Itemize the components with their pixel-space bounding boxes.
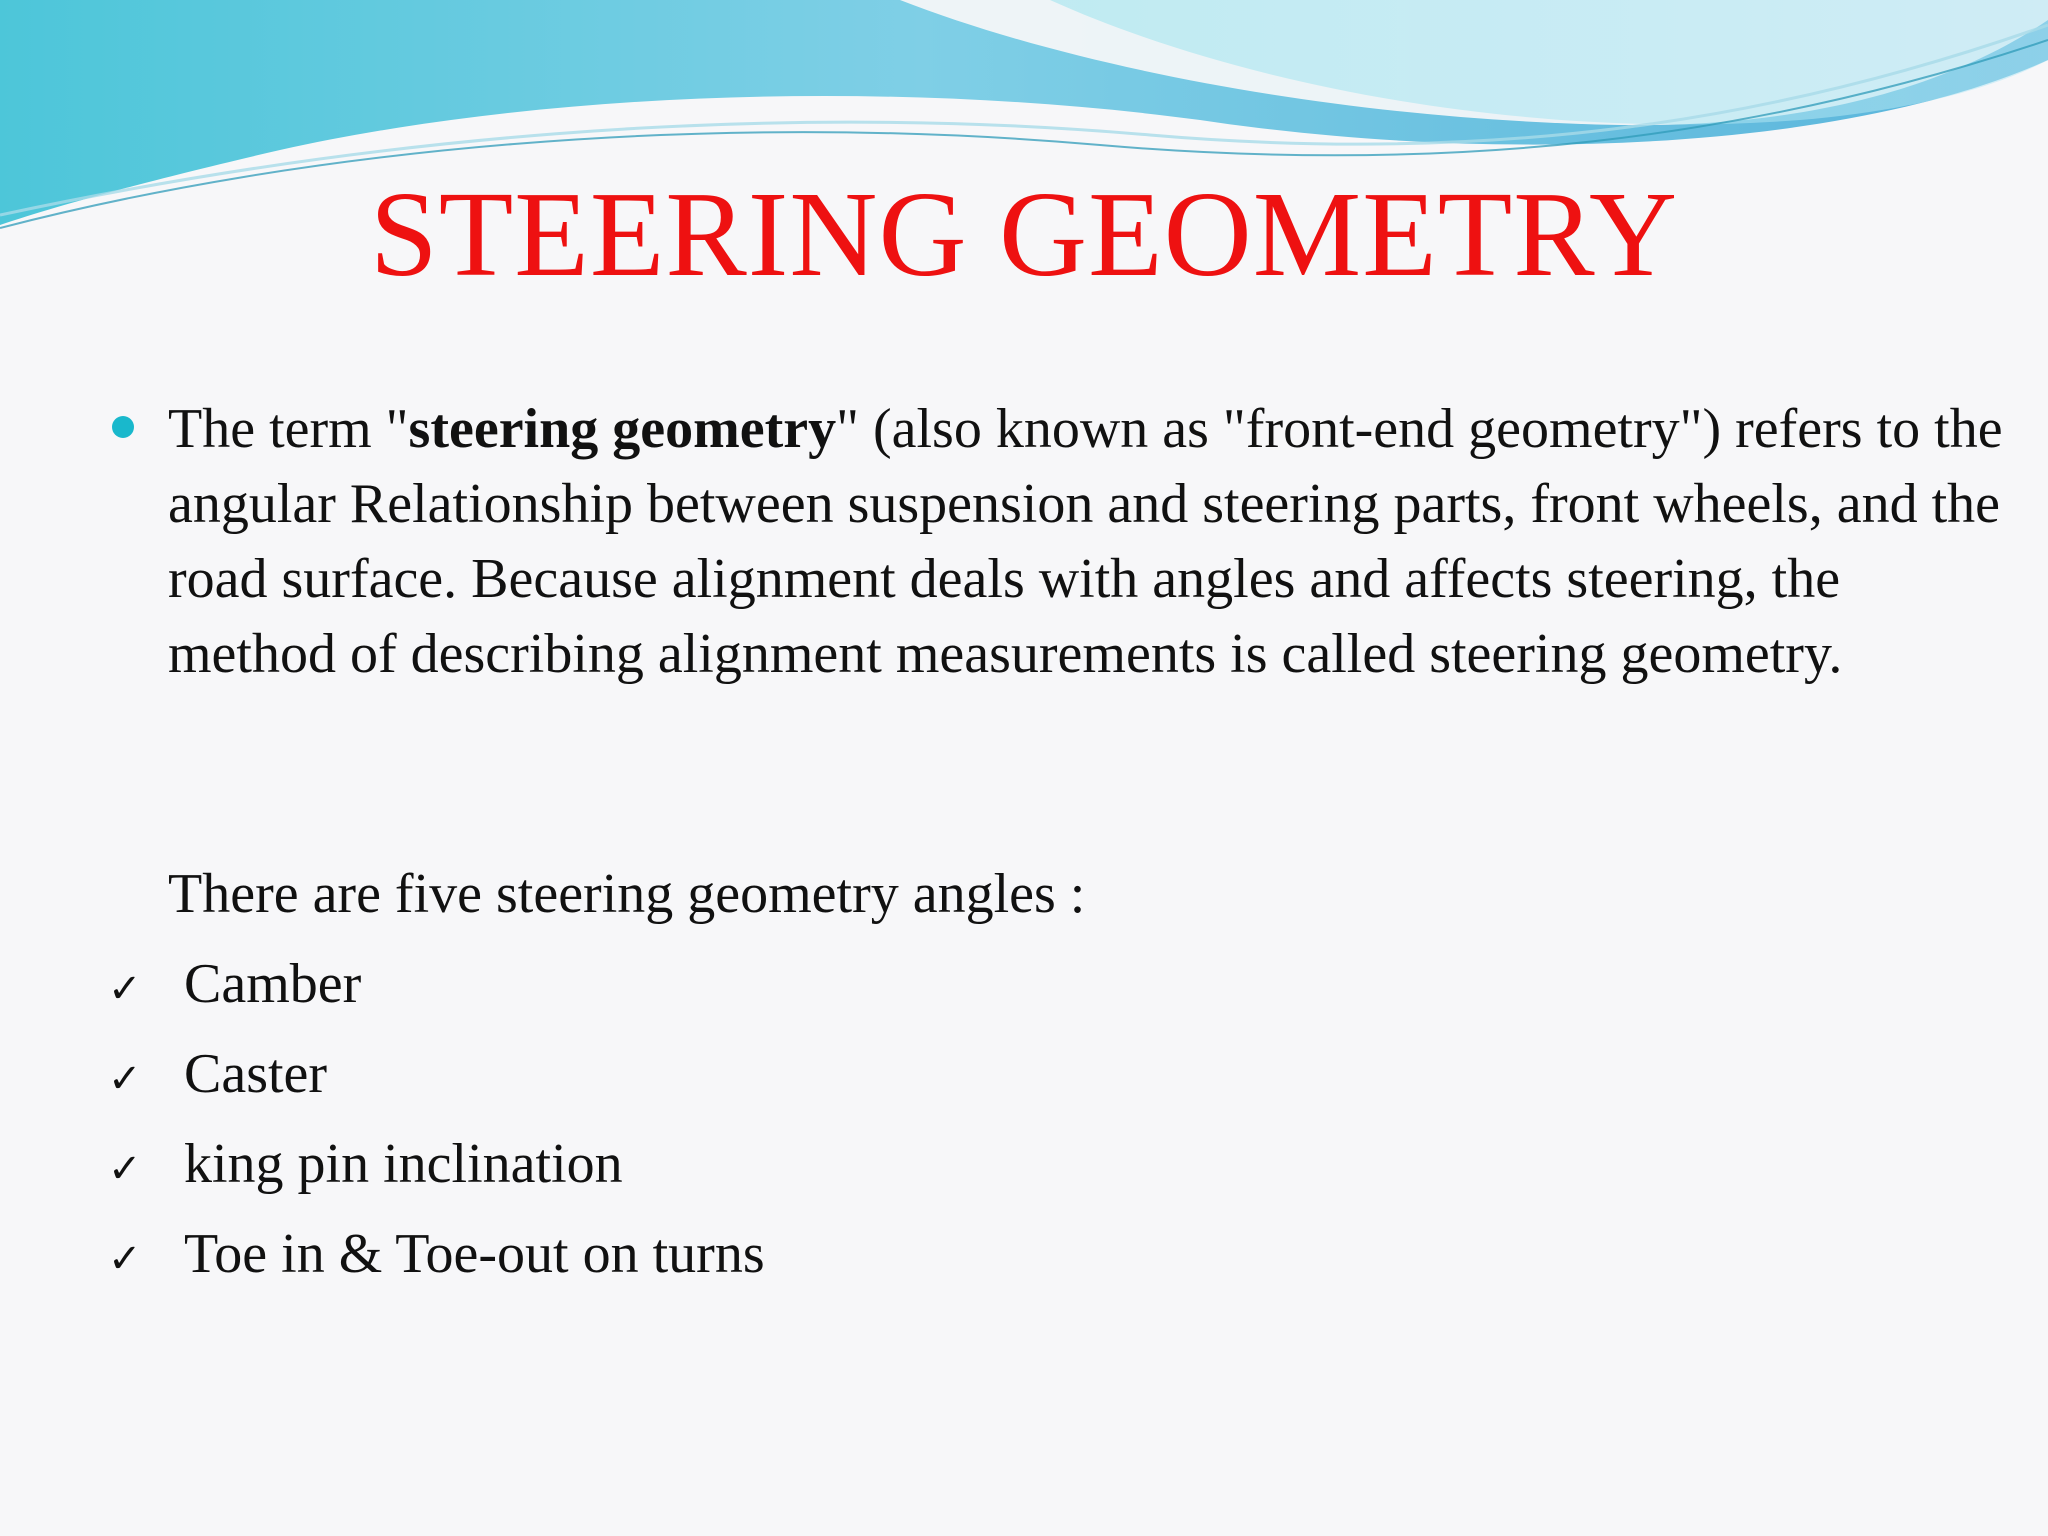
angle-label: Caster [184,1043,328,1105]
definition-paragraph [168,392,2008,692]
slide-title: STEERING GEOMETRY [369,167,1679,302]
definition-term: steering geometry [408,398,837,460]
angle-label: Toe in & Toe-out on turns [184,1223,765,1285]
bullet-dot-icon [112,416,134,438]
angles-intro: There are five steering geometry angles : [168,863,1086,925]
check-mark-icon: ✓ [108,1056,142,1102]
angle-label: king pin inclination [184,1133,623,1195]
definition-rest: " (also known as "front-end geometry") refers to the angular Relationship between suspension and steering parts, front wheels, and the road surface. Because alignment deals with angles and affects steering, the method of describing alignment measurements is called steering geometry. [168,398,2003,685]
list-item [108,947,765,1037]
angle-label: Camber [184,953,362,1015]
list-item [108,1037,765,1127]
check-mark-icon: ✓ [108,1236,142,1282]
list-item [108,1127,765,1217]
angles-list [108,947,765,1307]
check-mark-icon: ✓ [108,1146,142,1192]
definition-lead: The term " [168,398,409,460]
check-mark-icon: ✓ [108,966,142,1012]
list-item [108,1217,765,1307]
